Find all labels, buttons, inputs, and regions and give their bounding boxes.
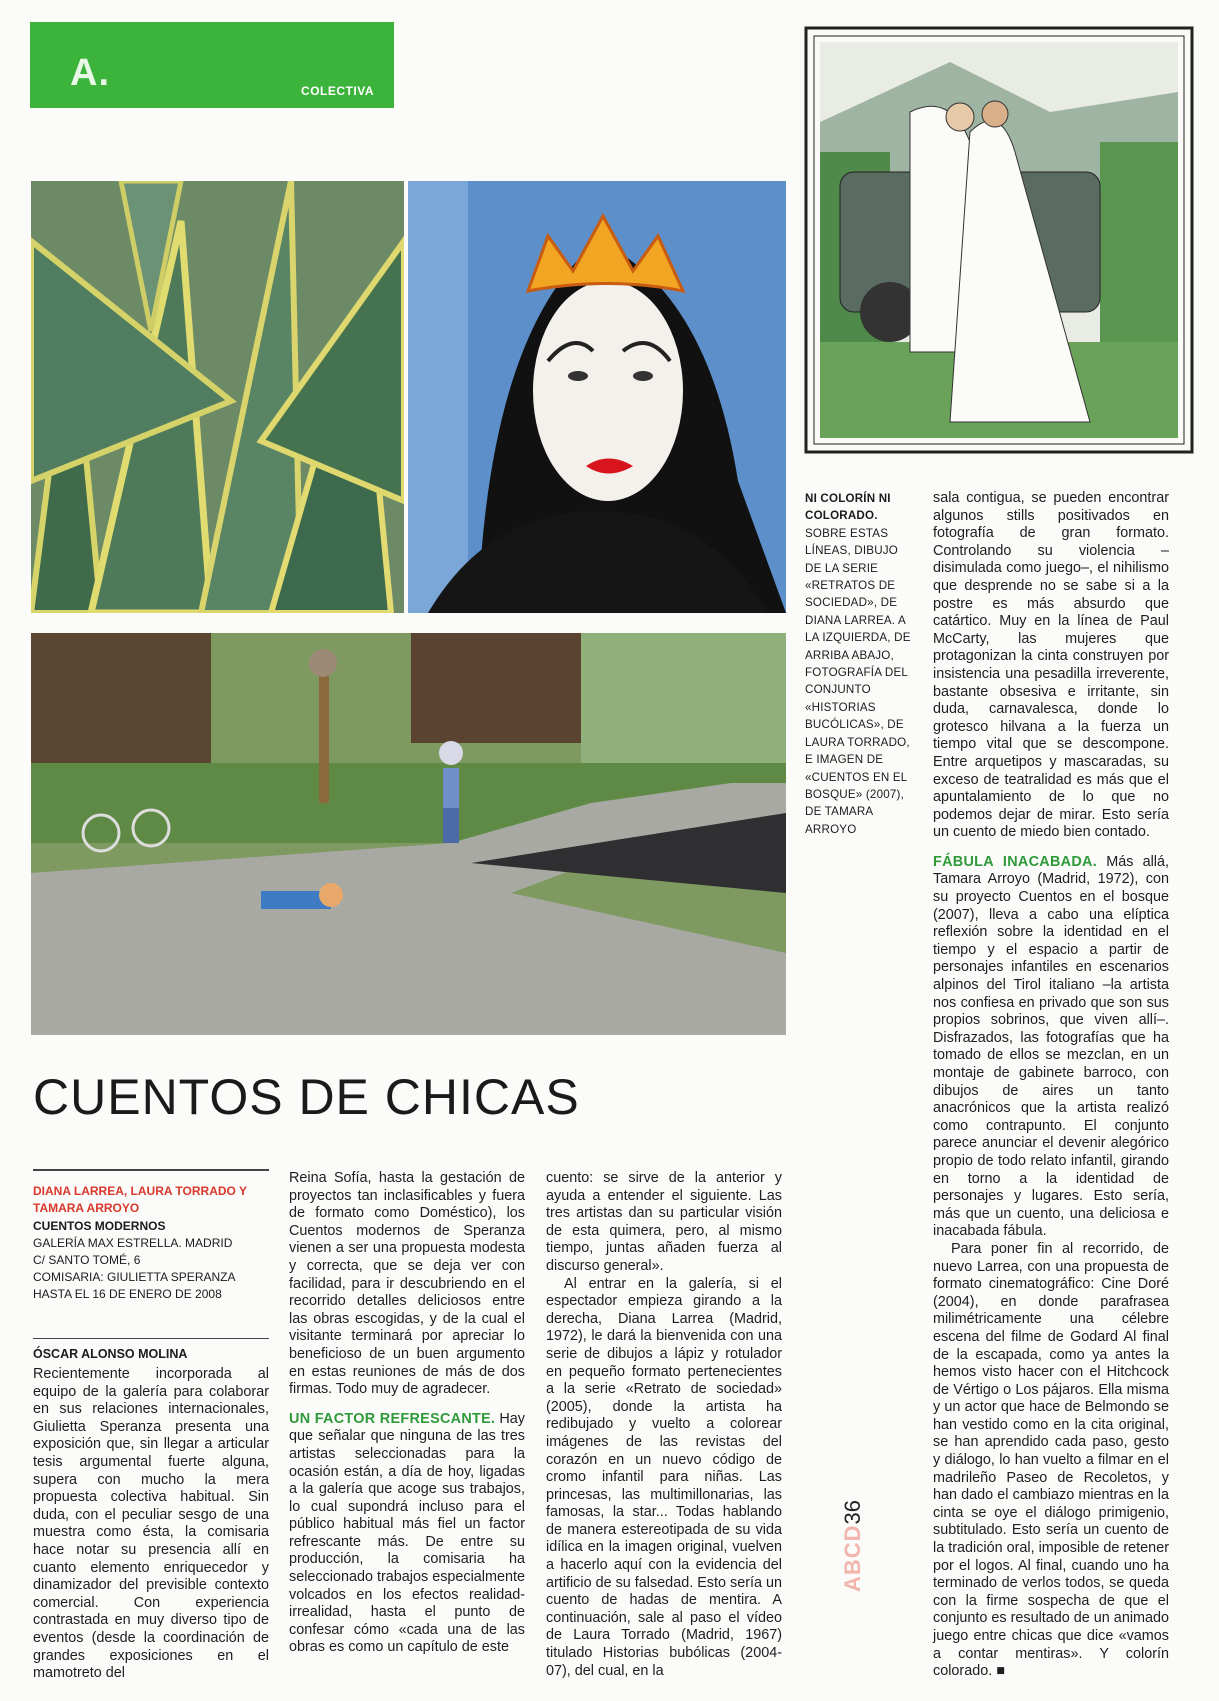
caption-title: NI COLORÍN NI COLORADO. (805, 492, 891, 523)
article-author: ÓSCAR ALONSO MOLINA (33, 1347, 188, 1361)
author-rule (33, 1338, 269, 1339)
photo-children-on-mountain-road (31, 633, 786, 1035)
section-label: COLECTIVA (301, 84, 374, 98)
paragraph: sala contigua, se pueden encontrar algunos stills positivados en fotografía de gran formato. Controlando su violencia –disimulada como juego–, el nihilismo que desprende no se sabe si a la postre es más absurdo que catártico. Muy en la línea de Paul McCarty, las mujeres que protagonizan la cinta construyen por insistencia una pesadilla irreverente, bastante obsesiva e irritante, sin duda, carnavalesca, donde lo grotesco hilvana a la fuerza un tiempo vital que se descompone. Entre arquetipos y mascaradas, su exceso de teatralidad es más que el apuntalamiento de lo que no podemos dejar de mirar. Esto sería un cuento de miedo bien contado. (933, 490, 1169, 841)
caption-body: SOBRE ESTAS LÍNEAS, DIBUJO DE LA SERIE «RETRATOS DE SOCIEDAD», DE DIANA LARREA. A LA IZQUIERDA, DE ARRIBA ABAJO, FOTOGRAFÍA DEL CONJUNTO «HISTORIAS BUCÓLICAS», DE LAURA TORRADO, E IMAGEN DE «CUENTOS EN EL BOSQUE» (2007), DE TAMARA ARROYO (805, 526, 911, 836)
folio-brand: ABCD (840, 1524, 865, 1592)
paragraph-text: Hay que señalar que ninguna de las tres artistas seleccionadas para la ocasión están, a día de hoy, ligadas a la galería que acoge sus trabajos, lo cual supondrá incluso para el público habitual más fiel un factor refrescante más. De entre su producción, la comisaria ha seleccionado trabajos especialmente volcados en los efectos realidad-irrealidad, hasta el punto de confesar cómo «cada una de las obras es como un capítulo de este (289, 1410, 525, 1656)
subhead-factor-refrescante: UN FACTOR REFRESCANTE. (289, 1410, 496, 1427)
paragraph: Reina Sofía, hasta la gestación de proyectos tan inclasificables y fuera de formato como Doméstico), los Cuentos modernos de Speranza vienen a ser una propuesta modesta y correcta, que se deja ver con facilidad, para ir descubriendo en el recorrido detalles deliciosos entre las obras escogidas, y de la cual el visitante terminará por apreciar lo beneficioso de un buen argumento en estas reuniones de más de dos firmas. Todo muy de agradecer. (289, 1170, 525, 1398)
curator: COMISARIA: GIULIETTA SPERANZA (33, 1270, 236, 1284)
photo-woman-white-mask-crown (408, 181, 786, 613)
text-column-3 (546, 1170, 782, 1680)
exhibition-title: CUENTOS MODERNOS (33, 1219, 166, 1233)
text-column-2 (289, 1170, 525, 1657)
exhibition-info (33, 1183, 273, 1303)
gallery-name: GALERÍA MAX ESTRELLA. MADRID (33, 1236, 233, 1250)
paragraph: Para poner fin al recorrido, de nuevo Larrea, con una propuesta de formato cinematográfico: Cine Doré (2004), en donde parafrasea milimétricamente una célebre escena del filme de Godard Al final de la escapada, como ya antes la hemos visto hacer con el Hitchcock de Vértigo o Los pájaros. Ella misma y un actor que hace de Belmondo se han vestido como en la cita original, se han aprendido cada paso, gesto y diálogo, lo han vuelto a filmar en el madrileño Paseo de Recoletos, y han dado el cambiazo mientras en la cinta se oye el diálogo primigenio, subtitulado. Esto sería un cuento de la tradición oral, imposible de retener por el logos. Al final, cuando uno ha terminado de verlos todos, se queda con la firme sospecha de que el conjunto es resultado de un animado juego entre chicas que dice «vamos a contar mentiras». Y colorín colorado. ■ (933, 1240, 1170, 1680)
paragraph-with-subhead (933, 854, 1169, 1241)
article-headline: CUENTOS DE CHICAS (33, 1069, 580, 1125)
paragraph: cuento: se sirve de la anterior y ayuda a entender el siguiente. Las tres artistas dan su particular visión de esta quimera, pero, al mismo tiempo, juntas añaden fuerza al discurso general». (546, 1170, 782, 1274)
info-top-rule (33, 1169, 269, 1171)
section-tab (30, 22, 394, 108)
paragraph: Al entrar en la galería, si el espectador empieza girando a la derecha, Diana Larrea (Madrid, 1972), le dará la bienvenida con una serie de dibujos a lápiz y rotulador en pequeño formato pertenecientes a la serie «Retrato de sociedad» (2005), donde la artista ha redibujado y vuelto a colorear imágenes de las revistas del corazón en un nuevo código de cromo infantil para niñas. Las princesas, las multimillonarias, las famosas, la star... Todas hablando de manera estereotipada de su vida idílica en la imagen original, vuelven a hacerlo aquí con la evidencia del artificio de su falsedad. Esto sería un cuento de hadas de mentira. A continuación, sale al paso el vídeo de Laura Torrado (Madrid, 1967) titulado Historias bubólicas (2004-07), del cual, en la (546, 1275, 782, 1679)
artists-names: DIANA LARREA, LAURA TORRADO Y TAMARA ARROYO (33, 1184, 247, 1215)
photo-caption (805, 490, 915, 838)
section-letter: A. (70, 52, 110, 94)
photo-agave-leaves (31, 181, 404, 613)
paragraph: Recientemente incorporada al equipo de la galería para colaborar en sus relaciones internacionales, Giulietta Speranza presenta una exposición que, sin llegar a articular tesis argumental fuerte alguna, supera con mucho la mera propuesta colectiva habitual. Sin duda, con el peculiar sesgo de una muestra como ésta, la comisaria hace notar su presencia allí en cuanto elemento enriquecedor y dinamizador del previsible contexto comercial. Con experiencia contrastada en muy diverso tipo de eventos (desde la coordinación de grandes exposiciones en el mamotreto del (33, 1366, 269, 1682)
text-column-4 (933, 490, 1169, 1681)
text-column-1 (33, 1366, 269, 1683)
drawing-wedding-couple-truck (800, 22, 1198, 458)
subhead-fabula-inacabada: FÁBULA INACABADA. (933, 853, 1098, 870)
paragraph-with-subhead (289, 1411, 525, 1657)
paragraph-text: Más allá, Tamara Arroyo (Madrid, 1972), con su proyecto Cuentos en el bosque (2007), lleva a cabo una elíptica reflexión sobre la identidad en el tiempo y el espacio a partir de personajes infantiles en escenarios alpinos del Tirol italiano –la artista nos confiesa en privado que son sus propios sobrinos, que viven allí–. Disfrazados, las fotografías que ha tomado de ellos se mezclan, en un montaje de gabinete barroco, con dibujos de aires un tanto anacrónicos que la artista realizó como contrapunto. El conjunto parece anunciar el devenir alegórico propio de todo relato infantil, girando en torno a la identidad de personajes y lugares. Esto sería, más que un cuento, una deliciosa e inacabada fábula. (933, 853, 1170, 1240)
exhibition-dates: HASTA EL 16 DE ENERO DE 2008 (33, 1287, 222, 1301)
page-folio (840, 1500, 866, 1592)
gallery-address: C/ SANTO TOMÉ, 6 (33, 1253, 141, 1267)
page-number: 36 (840, 1499, 865, 1525)
